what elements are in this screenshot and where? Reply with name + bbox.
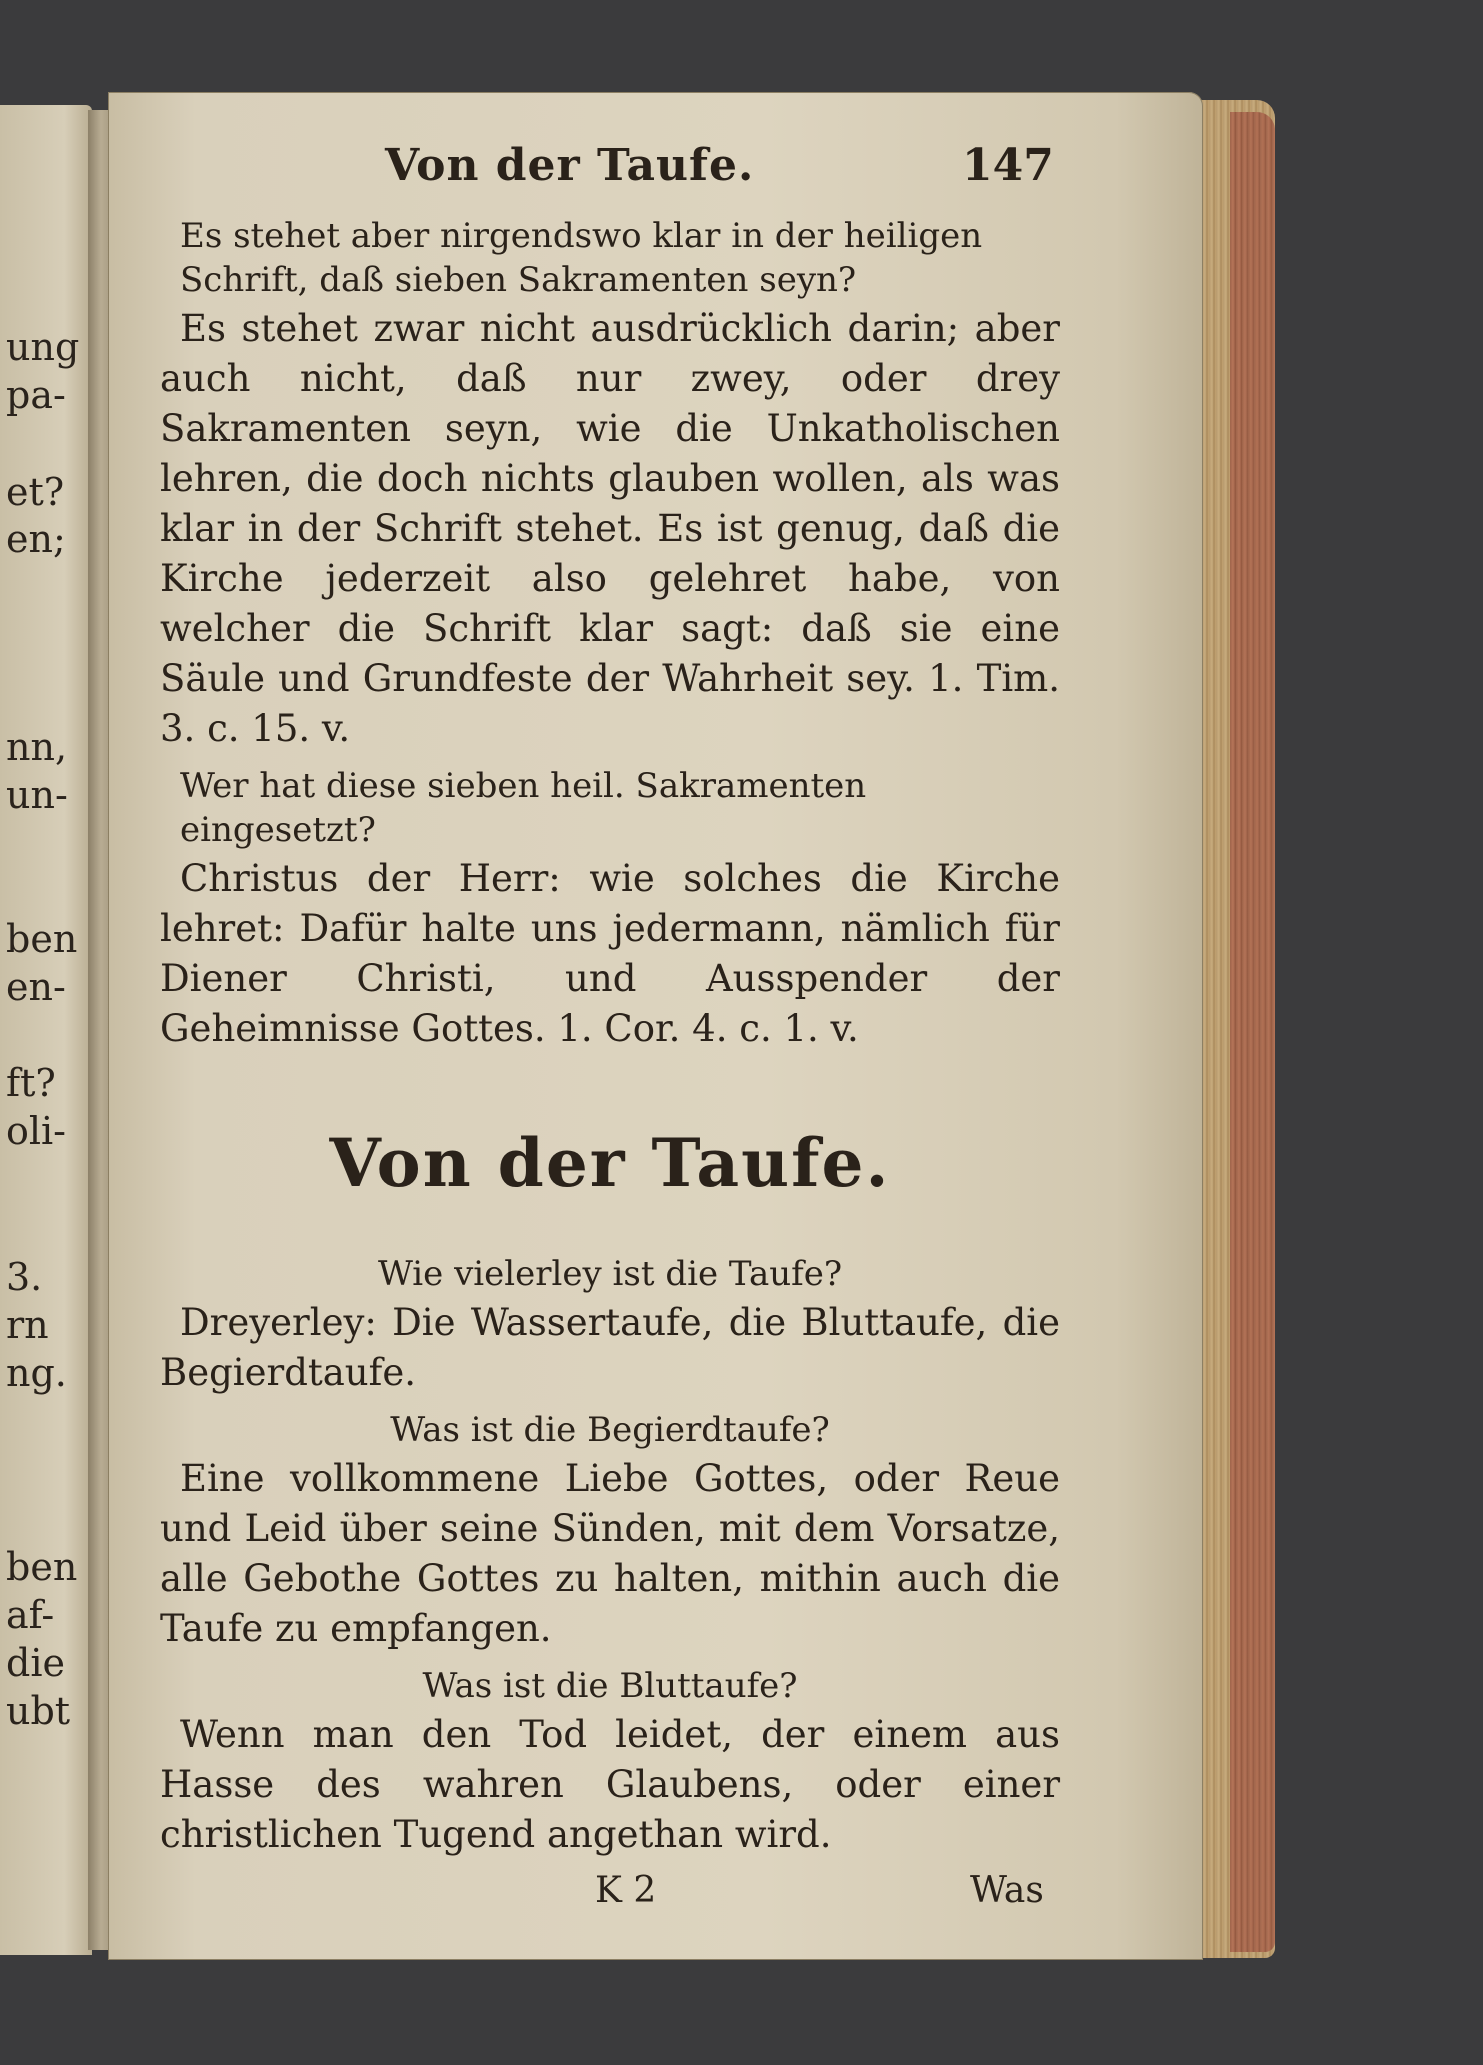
page-content: [160, 140, 1060, 1930]
left-page-fragment: et?: [6, 470, 65, 514]
section-heading: Von der Taufe.: [329, 1124, 891, 1202]
left-page-fragment: ben: [6, 1545, 78, 1589]
left-page-fragment: nn,: [6, 725, 68, 769]
answer: Es stehet zwar nicht ausdrücklich darin; aber auch nicht, daß nur zwey, oder drey Sakramenten seyn, wie die Unkatholischen lehren, die doch nichts glauben wollen, als was klar in der Schrift stehet. Es ist genug, daß die Kirche jederzeit also gelehret habe, von welcher die Schrift klar sagt: daß sie eine Säule und Grundfeste der Wahrheit sey. 1. Tim. 3. c. 15. v.: [160, 307, 1060, 750]
answer: Wenn man den Tod leidet, der einem aus Hasse des wahren Glaubens, oder einer christlichen Tugend angethan wird.: [160, 1713, 1060, 1856]
left-page-fragment: rn: [6, 1303, 49, 1347]
left-page-fragment: ubt: [6, 1689, 71, 1733]
question: Was ist die Bluttaufe?: [422, 1666, 798, 1706]
left-page-fragment: pa-: [6, 373, 66, 417]
left-page-fragment: en;: [6, 517, 66, 561]
answer: Eine vollkommene Liebe Gottes, oder Reue und Leid über seine Sünden, mit dem Vorsatze, alle Gebothe Gottes zu halten, mithin auch die Taufe zu empfangen.: [160, 1457, 1060, 1650]
question: Wie vielerley ist die Taufe?: [377, 1254, 843, 1294]
left-page-fragment: un-: [6, 773, 68, 817]
left-page-fragment: die: [6, 1641, 65, 1685]
running-head: Von der Taufe.: [385, 140, 755, 191]
question: Was ist die Begierdtaufe?: [390, 1410, 830, 1450]
left-page-fragment: 3.: [6, 1255, 43, 1299]
catchword: Was: [970, 1870, 1044, 1911]
signature-mark: K 2: [595, 1870, 657, 1911]
left-page-fragment: ben: [6, 917, 78, 961]
page-footer: [160, 1870, 1060, 1930]
answer: Christus der Herr: wie solches die Kirche lehret: Dafür halte uns jedermann, nämlich für Diener Christi, und Ausspender der Geheimnisse Gottes. 1. Cor. 4. c. 1. v.: [160, 857, 1060, 1050]
left-page-fragment: ng.: [6, 1351, 67, 1395]
left-page-fragment: oli-: [6, 1109, 67, 1153]
left-page-fragment: ung: [6, 325, 80, 369]
left-page-fragment: af-: [6, 1593, 55, 1637]
question: Es stehet aber nirgendswo klar in der heiligen Schrift, daß sieben Sakramenten seyn?: [180, 216, 983, 300]
page-number: 147: [962, 140, 1054, 191]
page-header: [160, 140, 1060, 210]
facing-left-page: [0, 105, 92, 1955]
left-page-fragment: en-: [6, 965, 66, 1009]
answer: Dreyerley: Die Wassertaufe, die Bluttaufe, die Begierdtaufe.: [160, 1301, 1060, 1394]
question: Wer hat diese sieben heil. Sakramenten eingesetzt?: [180, 766, 867, 850]
book-edge-red: [1230, 112, 1275, 1952]
left-page-fragment: ft?: [6, 1061, 56, 1105]
